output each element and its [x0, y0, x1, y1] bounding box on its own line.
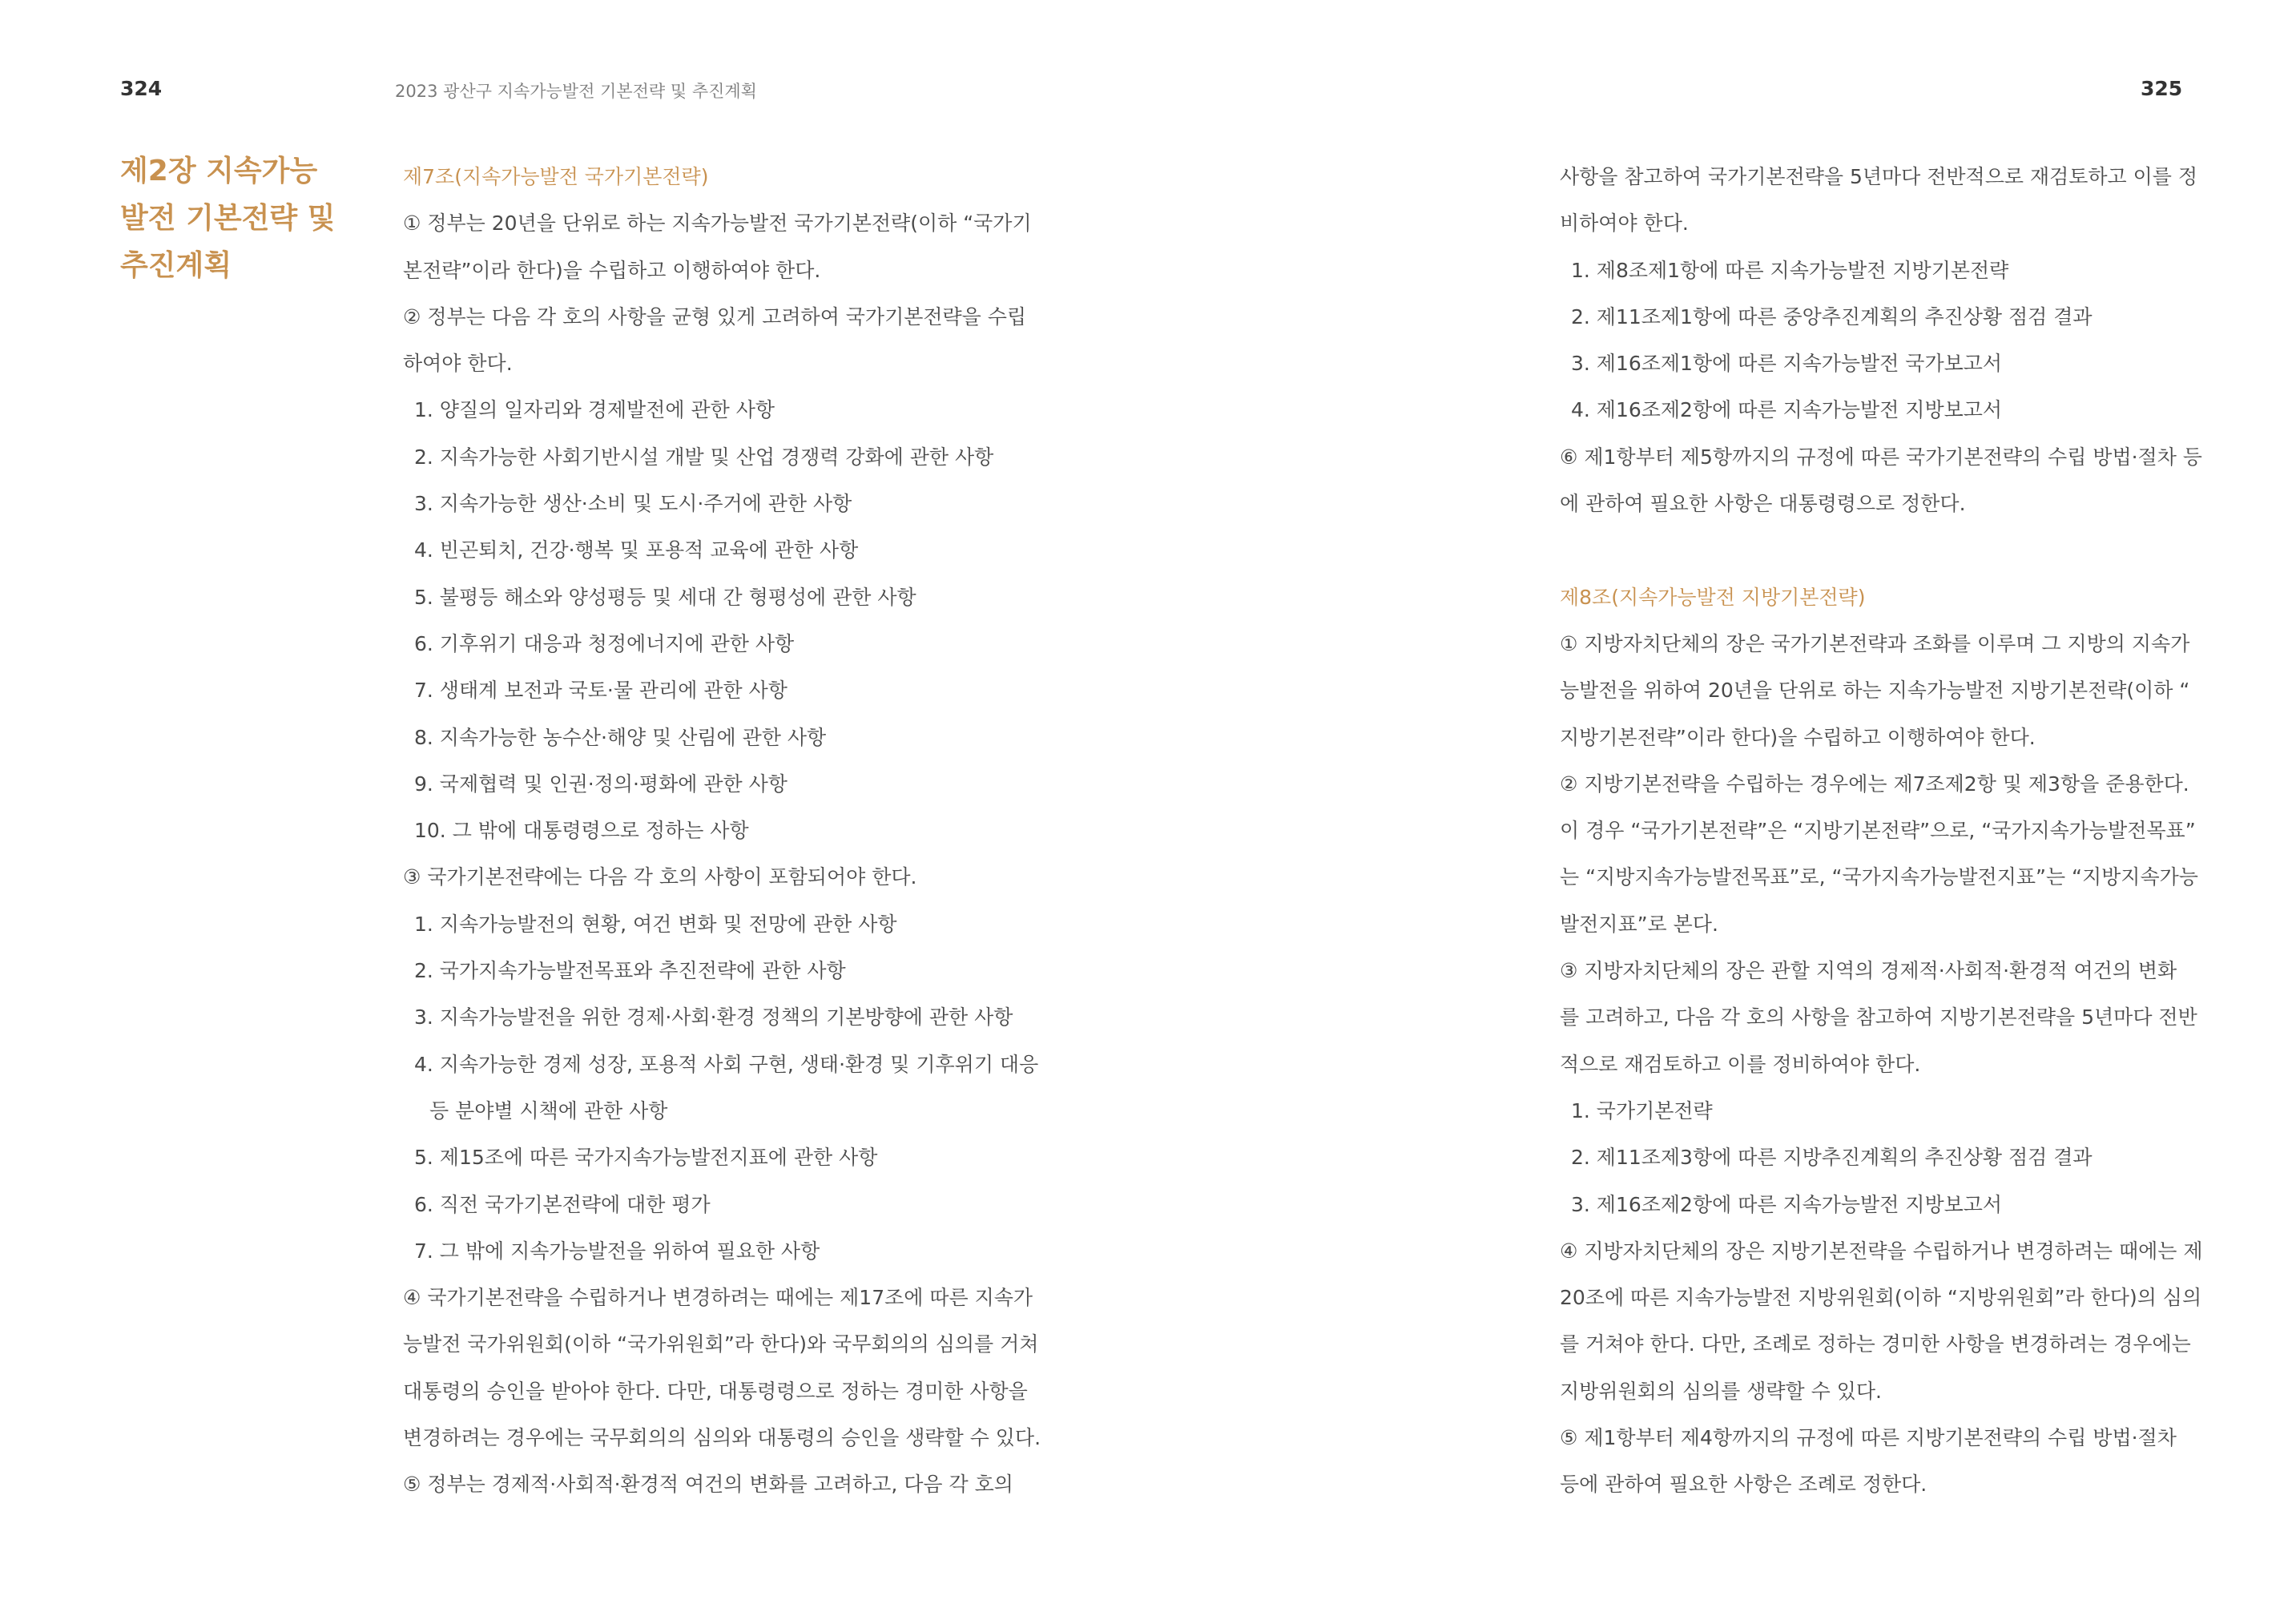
- paragraph-line: 변경하려는 경우에는 국무회의의 심의와 대통령의 승인을 생략할 수 있다.: [403, 1426, 1041, 1450]
- list-item: 등 분야별 시책에 관한 사항: [429, 1098, 668, 1122]
- list-item: 7. 그 밖에 지속가능발전을 위하여 필요한 사항: [414, 1239, 820, 1263]
- paragraph-line: ③ 지방자치단체의 장은 관할 지역의 경제적·사회적·환경적 여건의 변화: [1560, 959, 2177, 983]
- list-item: 1. 양질의 일자리와 경제발전에 관한 사항: [414, 398, 775, 422]
- running-title: 2023 광산구 지속가능발전 기본전략 및 추진계획: [395, 82, 757, 101]
- paragraph-line: 등에 관하여 필요한 사항은 조례로 정한다.: [1560, 1473, 1927, 1497]
- right-page-body: [1560, 154, 2203, 1509]
- paragraph-line: 발전지표”로 본다.: [1560, 912, 1718, 936]
- list-item: 8. 지속가능한 농수산·해양 및 산림에 관한 사항: [414, 725, 827, 749]
- paragraph-line: 본전략”이라 한다)을 수립하고 이행하여야 한다.: [403, 258, 821, 282]
- paragraph-line: 사항을 참고하여 국가기본전략을 5년마다 전반적으로 재검토하고 이를 정: [1560, 165, 2198, 188]
- list-item: 10. 그 밖에 대통령령으로 정하는 사항: [414, 819, 749, 843]
- list-item: 2. 국가지속가능발전목표와 추진전략에 관한 사항: [414, 959, 846, 983]
- paragraph-line: ① 지방자치단체의 장은 국가기본전략과 조화를 이루며 그 지방의 지속가: [1560, 631, 2190, 655]
- list-item: 2. 제11조제1항에 따른 중앙추진계획의 추진상황 점검 결과: [1571, 304, 2093, 328]
- paragraph-line: ① 정부는 20년을 단위로 하는 지속가능발전 국가기본전략(이하 “국가기: [403, 212, 1032, 236]
- list-item: 3. 지속가능한 생산·소비 및 도시·주거에 관한 사항: [414, 492, 852, 516]
- paragraph-line: 지방기본전략”이라 한다)을 수립하고 이행하여야 한다.: [1560, 725, 2036, 749]
- list-item: 1. 국가기본전략: [1571, 1098, 1713, 1122]
- list-item: 3. 제16조제2항에 따른 지속가능발전 지방보고서: [1571, 1192, 2003, 1216]
- paragraph-line: 20조에 따른 지속가능발전 지방위원회(이하 “지방위원회”라 한다)의 심의: [1560, 1286, 2202, 1310]
- paragraph-line: 를 거쳐야 한다. 다만, 조례로 정하는 경미한 사항을 변경하려는 경우에는: [1560, 1332, 2191, 1356]
- list-item: 2. 제11조제3항에 따른 지방추진계획의 추진상황 점검 결과: [1571, 1146, 2093, 1170]
- list-item: 3. 지속가능발전을 위한 경제·사회·환경 정책의 기본방향에 관한 사항: [414, 1005, 1013, 1030]
- paragraph-line: 대통령의 승인을 받아야 한다. 다만, 대통령령으로 정하는 경미한 사항을: [403, 1379, 1028, 1403]
- paragraph-line: 비하여야 한다.: [1560, 212, 1689, 236]
- list-item: 3. 제16조제1항에 따른 지속가능발전 국가보고서: [1571, 352, 2003, 376]
- list-item: 1. 지속가능발전의 현황, 여건 변화 및 전망에 관한 사항: [414, 912, 897, 936]
- list-item: 4. 빈곤퇴치, 건강·행복 및 포용적 교육에 관한 사항: [414, 538, 859, 562]
- paragraph-line: ⑤ 제1항부터 제4항까지의 규정에 따른 지방기본전략의 수립 방법·절차: [1560, 1426, 2177, 1450]
- paragraph-line: 이 경우 “국가기본전략”은 “지방기본전략”으로, “국가지속가능발전목표”: [1560, 819, 2196, 843]
- list-item: 5. 제15조에 따른 국가지속가능발전지표에 관한 사항: [414, 1146, 878, 1170]
- paragraph-line: ② 지방기본전략을 수립하는 경우에는 제7조제2항 및 제3항을 준용한다.: [1560, 772, 2189, 796]
- chapter-title: [120, 147, 361, 289]
- spacer: [1560, 527, 2185, 574]
- paragraph-line: 적으로 재검토하고 이를 정비하여야 한다.: [1560, 1052, 1921, 1076]
- page-number-right: 325: [2141, 77, 2183, 100]
- page-number-left: 324: [120, 77, 163, 100]
- chapter-title-line: 발전 기본전략 및: [120, 202, 336, 235]
- left-page-body: [403, 154, 1041, 1509]
- list-item: 4. 지속가능한 경제 성장, 포용적 사회 구현, 생태·환경 및 기후위기 대응: [414, 1052, 1039, 1076]
- paragraph-line: ⑤ 정부는 경제적·사회적·환경적 여건의 변화를 고려하고, 다음 각 호의: [403, 1473, 1013, 1497]
- paragraph-line: ⑥ 제1항부터 제5항까지의 규정에 따른 국가기본전략의 수립 방법·절차 등: [1560, 445, 2202, 469]
- paragraph-line: ② 정부는 다음 각 호의 사항을 균형 있게 고려하여 국가기본전략을 수립: [403, 304, 1027, 328]
- list-item: 6. 직전 국가기본전략에 대한 평가: [414, 1192, 711, 1216]
- paragraph-line: 에 관하여 필요한 사항은 대통령령으로 정한다.: [1560, 492, 1966, 516]
- list-item: 1. 제8조제1항에 따른 지속가능발전 지방기본전략: [1571, 258, 2009, 282]
- chapter-title-line: 추진계획: [120, 249, 232, 282]
- paragraph-line: 를 고려하고, 다음 각 호의 사항을 참고하여 지방기본전략을 5년마다 전반: [1560, 1005, 2197, 1030]
- paragraph-line: ④ 지방자치단체의 장은 지방기본전략을 수립하거나 변경하려는 때에는 제: [1560, 1239, 2203, 1263]
- article-heading: 제8조(지속가능발전 지방기본전략): [1560, 585, 1866, 609]
- list-item: 4. 제16조제2항에 따른 지속가능발전 지방보고서: [1571, 398, 2003, 422]
- article-heading: 제7조(지속가능발전 국가기본전략): [403, 165, 709, 188]
- list-item: 6. 기후위기 대응과 청정에너지에 관한 사항: [414, 631, 795, 655]
- paragraph-line: 하여야 한다.: [403, 352, 513, 376]
- list-item: 2. 지속가능한 사회기반시설 개발 및 산업 경쟁력 강화에 관한 사항: [414, 445, 994, 469]
- list-item: 7. 생태계 보전과 국토·물 관리에 관한 사항: [414, 679, 787, 703]
- paragraph-line: 능발전 국가위원회(이하 “국가위원회”라 한다)와 국무회의의 심의를 거쳐: [403, 1332, 1039, 1356]
- paragraph-line: ④ 국가기본전략을 수립하거나 변경하려는 때에는 제17조에 따른 지속가: [403, 1286, 1033, 1310]
- list-item: 9. 국제협력 및 인권·정의·평화에 관한 사항: [414, 772, 787, 796]
- list-item: 5. 불평등 해소와 양성평등 및 세대 간 형평성에 관한 사항: [414, 585, 916, 609]
- paragraph-line: 지방위원회의 심의를 생략할 수 있다.: [1560, 1379, 1882, 1403]
- paragraph-line: 는 “지방지속가능발전목표”로, “국가지속가능발전지표”는 “지방지속가능: [1560, 865, 2198, 889]
- paragraph-line: 능발전을 위하여 20년을 단위로 하는 지속가능발전 지방기본전략(이하 “: [1560, 679, 2190, 703]
- chapter-title-line: 제2장 지속가능: [120, 155, 318, 187]
- paragraph-line: ③ 국가기본전략에는 다음 각 호의 사항이 포함되어야 한다.: [403, 865, 917, 889]
